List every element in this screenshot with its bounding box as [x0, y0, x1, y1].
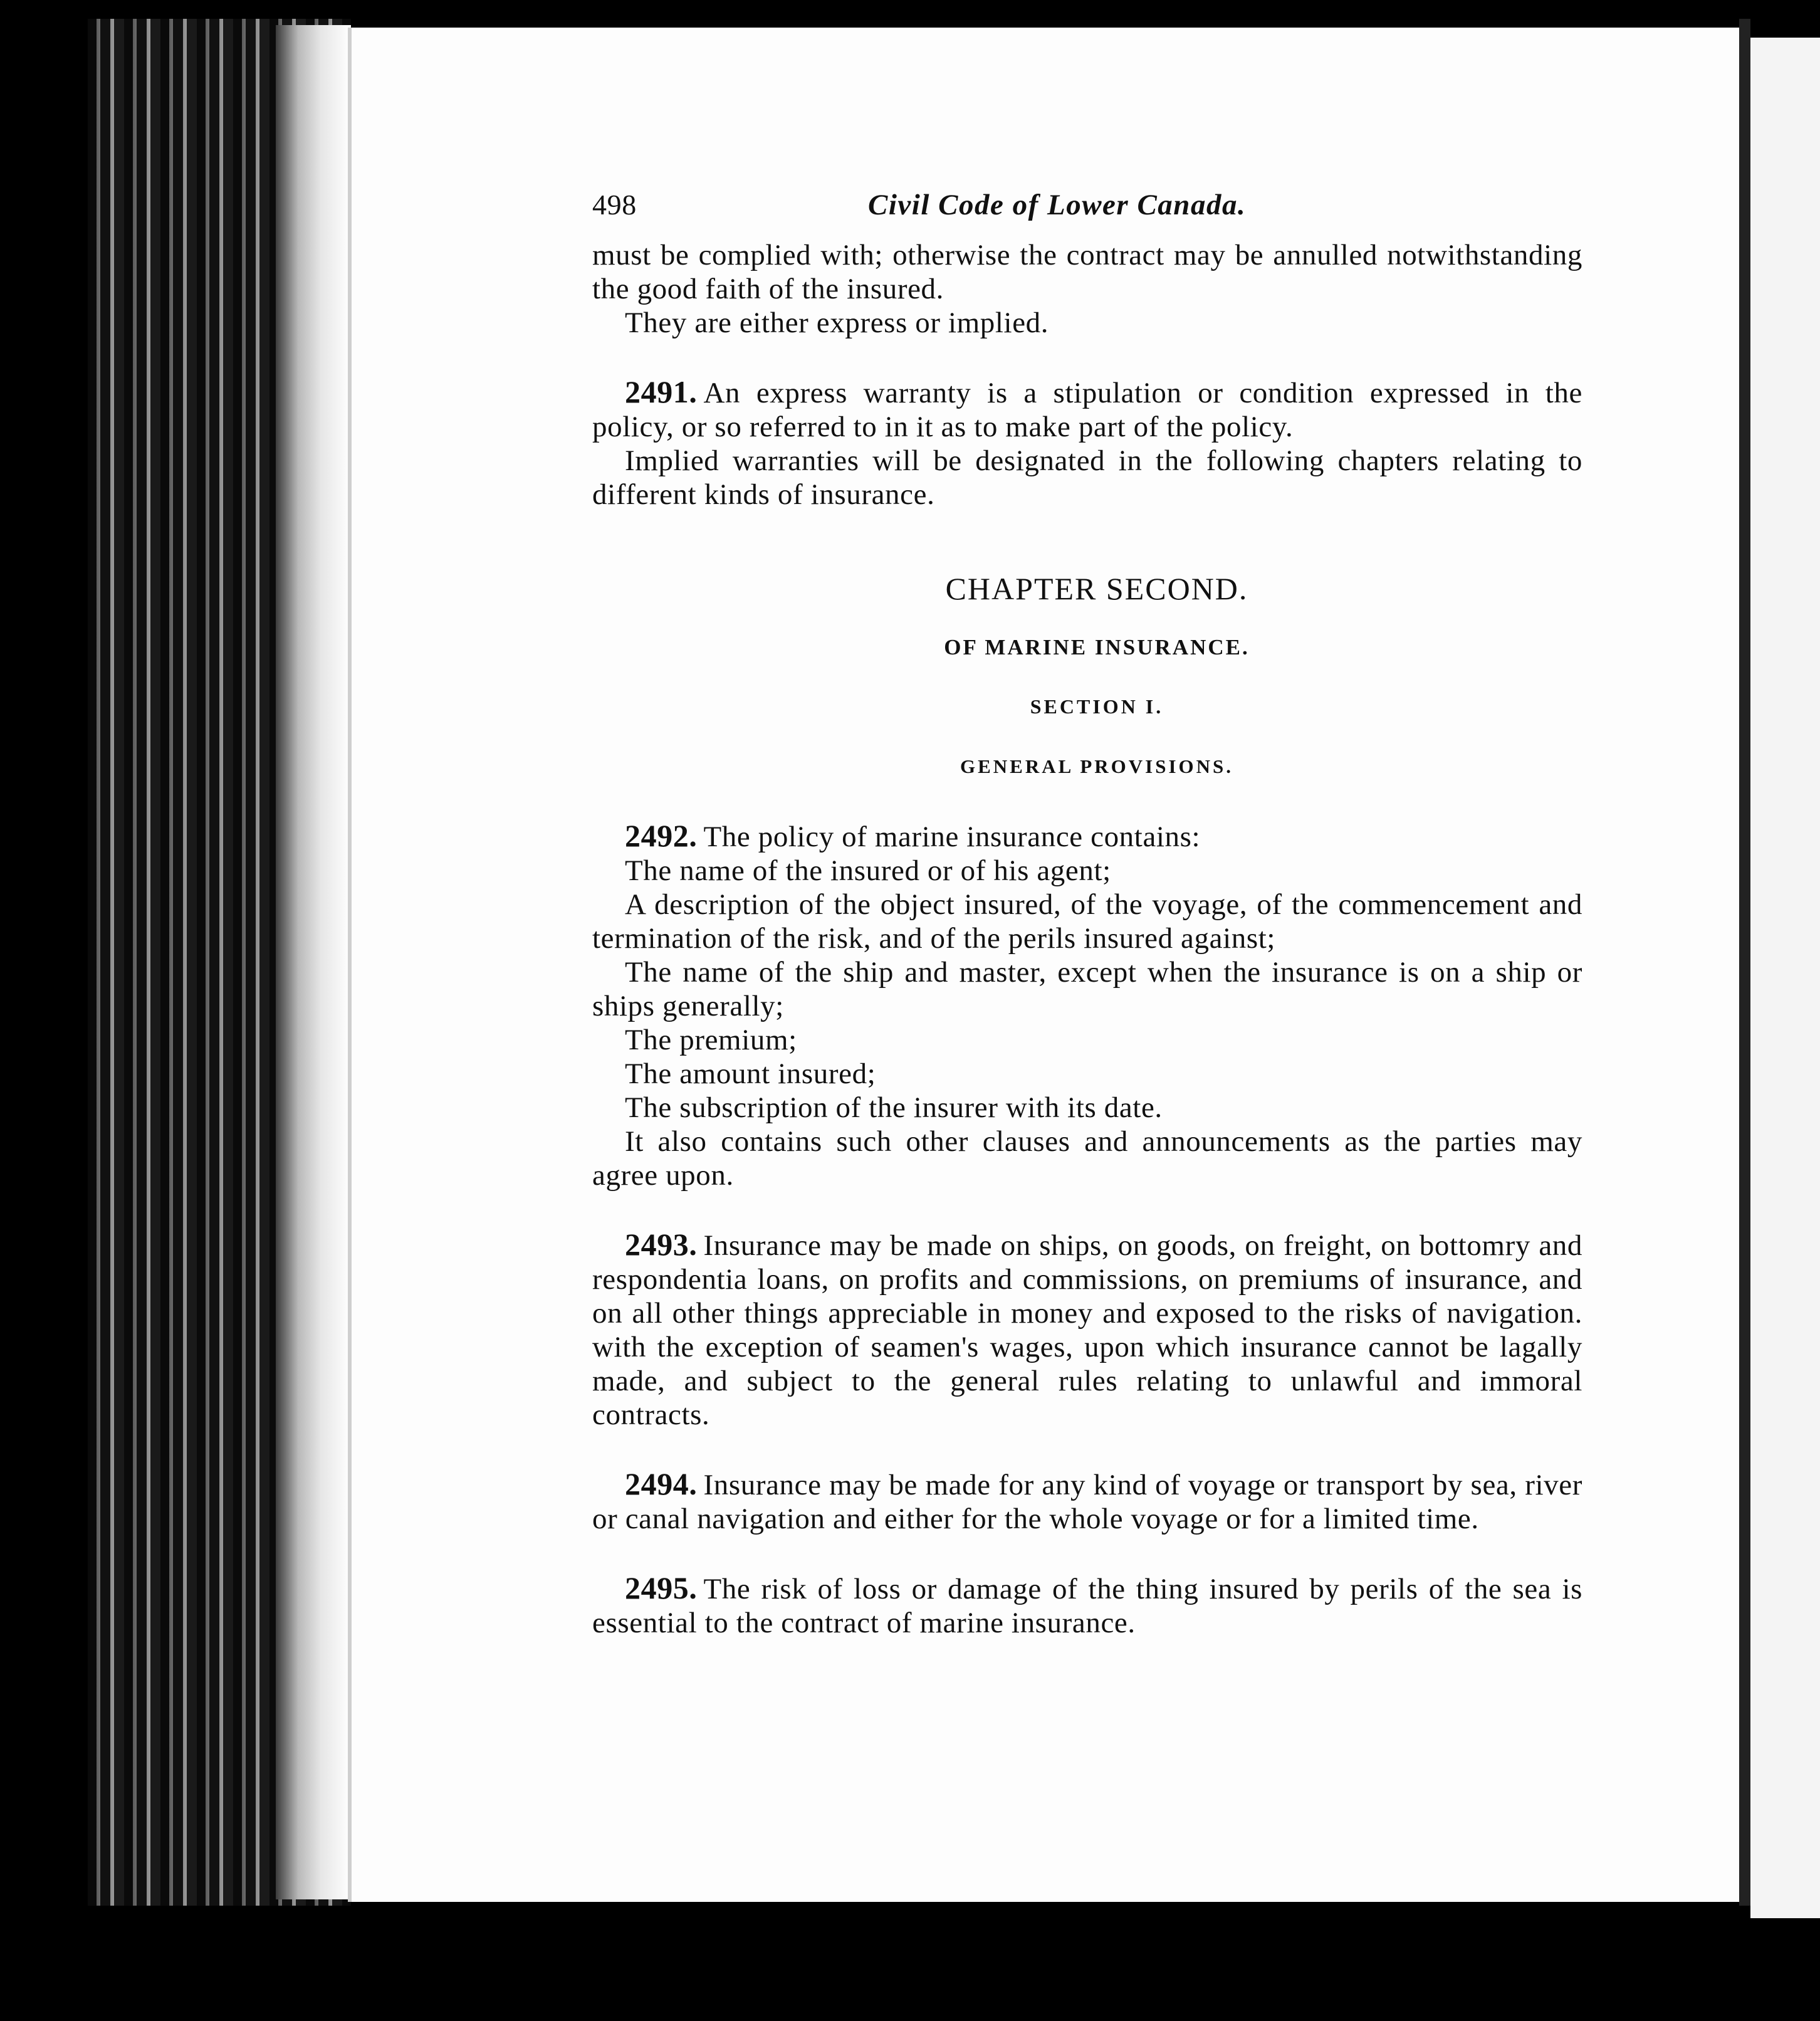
article-2493: [592, 1227, 1582, 1432]
gutter-shadow: [1739, 19, 1750, 1906]
article-2494: [592, 1467, 1582, 1536]
list-item: The name of the ship and master, except when the insurance is on a ship or ships generally;: [592, 956, 1582, 1022]
article-number: 2492.: [625, 818, 698, 853]
article-text: Insurance may be made on ships, on goods, on freight, on bottomry and respondentia loans, on profits and commissions, on premiums of insurance, and on all other things appreciable in money and exposed to the risks of navigation. with the exception of seamen's wages, upon which insurance cannot be lagally made, and subject to the general rules relating to unlawful and immoral contracts.: [592, 1229, 1582, 1431]
article-text: Insurance may be made for any kind of voyage or transport by sea, river or canal navigation and either for the whole voyage or for a limited time.: [592, 1469, 1582, 1535]
page-edge-gradient: [276, 25, 351, 1899]
list-item: The name of the insured or of his agent;: [625, 854, 1111, 887]
continuation-text: must be complied with; otherwise the contract may be annulled notwithstanding the good faith of the insured.: [592, 239, 1582, 305]
article-2495: [592, 1571, 1582, 1640]
list-item: The premium;: [625, 1024, 797, 1056]
article-intro: The policy of marine insurance contains:: [703, 821, 1201, 853]
section-title: SECTION I.: [1030, 695, 1164, 718]
list-item: The amount insured;: [625, 1058, 876, 1090]
article-number: 2495.: [625, 1570, 698, 1605]
article-closing: It also contains such other clauses and announcements as the parties may agree upon.: [592, 1125, 1582, 1192]
page-number: 498: [592, 189, 637, 221]
article-number: 2491.: [625, 374, 698, 409]
chapter-title: CHAPTER SECOND.: [945, 571, 1248, 606]
running-title: Civil Code of Lower Canada.: [868, 189, 1247, 221]
page-content: [592, 188, 1582, 1640]
article-text: An express warranty is a stipulation or condition expressed in the policy, or so referred to in it as to make part of the policy.: [592, 377, 1582, 443]
list-item: The subscription of the insurer with its date.: [625, 1091, 1163, 1124]
continuation-text-2: They are either express or implied.: [625, 307, 1049, 339]
article-text: The risk of loss or damage of the thing insured by perils of the sea is essential to the contract of marine insurance.: [592, 1573, 1582, 1639]
article-2491: [592, 375, 1582, 512]
list-item: A description of the object insured, of the voyage, of the commencement and termination of the risk, and of the perils insured against;: [592, 888, 1582, 955]
article-number: 2493.: [625, 1227, 698, 1262]
section-subtitle: GENERAL PROVISIONS.: [960, 755, 1234, 777]
chapter-subtitle: OF MARINE INSURANCE.: [944, 635, 1250, 659]
article-text-2: Implied warranties will be designated in the following chapters relating to different kinds of insurance.: [592, 444, 1582, 511]
running-head: [592, 188, 1582, 238]
article-number: 2494.: [625, 1466, 698, 1501]
article-2492: [592, 819, 1582, 1192]
facing-page-edge: [1750, 38, 1820, 1918]
